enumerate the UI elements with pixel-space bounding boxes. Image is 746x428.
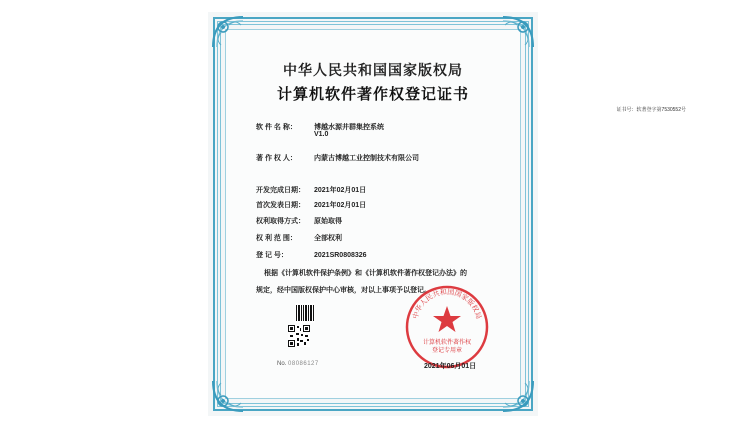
field-label: 权 利 范 围：	[256, 235, 297, 242]
seal-center-text-1: 计算机软件著作权	[422, 339, 472, 346]
field-value: 2021年02月01日	[314, 202, 367, 209]
field-acquisition-method	[256, 216, 342, 226]
field-label: 软 件 名 称：	[256, 124, 297, 131]
certificate-title: 计算机软件著作权登记证书	[276, 85, 469, 103]
field-label: 著 作 权 人：	[256, 155, 297, 162]
corner-ornament-icon	[501, 15, 535, 49]
serial-number	[277, 361, 319, 367]
field-software-version	[256, 131, 328, 138]
field-publication-date	[256, 200, 366, 210]
field-copyright-owner	[256, 153, 419, 163]
field-label: 登 记 号：	[256, 252, 288, 259]
official-seal-icon	[404, 284, 490, 370]
field-label: 首次发表日期：	[256, 202, 305, 209]
seal-ring-text: 中华人民共和国国家版权局	[411, 288, 483, 320]
field-value: 博越水源井群集控系统	[314, 124, 384, 131]
corner-ornament-icon	[211, 379, 245, 413]
field-value: 内蒙古博越工业控制技术有限公司	[314, 155, 419, 162]
field-value: V1.0	[314, 131, 329, 138]
field-value: 2021年02月01日	[314, 187, 367, 194]
field-value: 全部权利	[314, 235, 342, 242]
field-completion-date	[256, 185, 366, 195]
registration-number-label: 证书号：	[616, 107, 637, 113]
field-value: 2021SR0808326	[314, 252, 367, 259]
field-value: 原始取得	[314, 218, 342, 225]
corner-ornament-icon	[501, 379, 535, 413]
statement-line-1: 根据《计算机软件保护条例》和《计算机软件著作权登记办法》的	[264, 270, 467, 277]
statement-line-2: 规定，经中国版权保护中心审核，对以上事项予以登记。	[256, 287, 431, 294]
qr-code-icon	[288, 325, 310, 347]
field-rights-scope	[256, 233, 342, 243]
corner-ornament-icon	[211, 15, 245, 49]
issue-date: 2021年06月01日	[424, 363, 477, 370]
registration-number-value: 软著登字第7530552号	[636, 107, 686, 113]
serial-label: No.	[277, 361, 287, 367]
registration-number	[617, 106, 686, 113]
serial-value: 08086127	[288, 361, 319, 367]
barcode-icon	[295, 303, 315, 323]
seal-center-text-2: 登记专用章	[431, 347, 463, 354]
field-label: 开发完成日期：	[256, 187, 305, 194]
field-registration-no	[256, 250, 367, 260]
issuer-title: 中华人民共和国国家版权局	[283, 63, 463, 79]
field-label: 权利取得方式：	[256, 218, 305, 225]
